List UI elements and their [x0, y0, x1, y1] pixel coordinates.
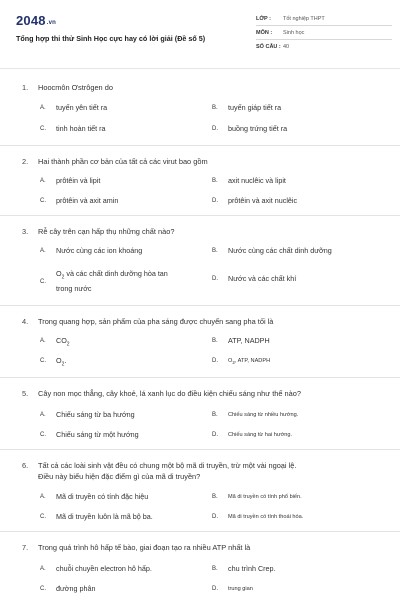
question-number: 5. [22, 389, 29, 398]
option-text: Nước cùng các chất dinh dưỡng [228, 246, 332, 255]
question-stem [22, 156, 208, 167]
document-title: Tổng hợp thi thử Sinh Học cực hay có lời giải (Đề số 5) [16, 34, 206, 43]
question-text: Hoocmôn Ơstrôgen do [38, 83, 113, 92]
option-text: Mã di truyền có tính thoái hóa. [228, 514, 304, 520]
formula-symbol: O [56, 269, 62, 278]
option-letter: C. [40, 514, 46, 520]
question-number: 3. [22, 227, 29, 236]
option-d[interactable] [212, 356, 270, 368]
option-text: Nước và các chất khí [228, 274, 297, 283]
question-text: Hai thành phần cơ bản của tất cả các virut bao gồm [38, 157, 208, 166]
question-text: Rễ cây trên cạn hấp thụ những chất nào? [38, 227, 175, 236]
option-text: trung gian [228, 586, 253, 592]
option-letter: A. [40, 178, 46, 184]
option-a[interactable] [40, 564, 152, 574]
option-letter: A. [40, 412, 46, 418]
option-letter: D. [212, 432, 218, 438]
option-d[interactable] [212, 196, 297, 206]
question-stem [22, 542, 250, 553]
meta-label: MÔN : [256, 29, 273, 36]
option-letter: C. [40, 278, 46, 285]
option-letter: B. [212, 412, 218, 418]
logo-tld: .vn [46, 20, 57, 26]
option-b[interactable] [212, 336, 270, 346]
option-letter: D. [212, 514, 218, 520]
option-text: prôtêin và lipit [56, 176, 101, 185]
option-letter: D. [212, 198, 218, 204]
option-text: ATP, NADPH [228, 336, 270, 345]
option-text: tuyến yên tiết ra [56, 103, 108, 112]
option-text: Chiếu sáng từ nhiều hướng. [228, 412, 299, 418]
meta-value: Tốt nghiệp THPT [283, 15, 325, 22]
question-stem [22, 82, 113, 93]
formula-subscript: 2 [232, 360, 235, 366]
option-letter: B. [212, 105, 218, 111]
option-letter: C. [40, 358, 46, 364]
option-text: Mã di truyền luôn là mã bộ ba. [56, 512, 153, 521]
option-text: Nước cùng các ion khoáng [56, 246, 143, 255]
question-list [0, 70, 400, 600]
logo-text: 2048 [16, 13, 46, 28]
option-b[interactable] [212, 564, 276, 574]
question-5 [0, 378, 400, 450]
option-text [56, 356, 66, 369]
question-text: Cây non mọc thẳng, cây khoẻ, lá xanh lục do điều kiện chiếu sáng như thế nào? [38, 389, 301, 398]
option-a[interactable] [40, 103, 107, 113]
option-c[interactable] [40, 356, 66, 369]
option-letter: C. [40, 586, 46, 592]
option-letter: A. [40, 566, 46, 572]
site-logo[interactable] [16, 13, 56, 28]
option-letter: B. [212, 494, 218, 500]
document-header [0, 0, 400, 64]
meta-row-count [256, 40, 392, 54]
option-c[interactable] [40, 196, 118, 206]
question-text-line2: Điều này biểu hiện đặc điểm gì của mã di truyền? [38, 472, 201, 481]
option-d[interactable] [212, 274, 296, 284]
option-letter: A. [40, 338, 46, 344]
formula-subscript: 2 [61, 361, 65, 368]
option-d[interactable] [212, 512, 303, 522]
option-d[interactable] [212, 124, 287, 134]
option-text: Chiếu sáng từ ba hướng [56, 410, 135, 419]
option-letter: C. [40, 126, 46, 132]
question-text: Trong quá trình hô hấp tế bào, giai đoạn tạo ra nhiều ATP nhất là [38, 543, 251, 552]
option-letter: B. [212, 248, 218, 254]
formula-symbol: O [56, 356, 62, 365]
option-text: Chiếu sáng từ một hướng [56, 430, 139, 439]
option-b[interactable] [212, 410, 298, 420]
header-divider [0, 68, 400, 69]
option-text: đường phân [56, 584, 96, 593]
option-text [56, 336, 70, 349]
option-letter: B. [212, 338, 218, 344]
question-4 [0, 306, 400, 378]
option-a[interactable] [40, 176, 100, 186]
meta-value: Sinh học [283, 29, 305, 36]
question-1 [0, 70, 400, 146]
option-text: Chiếu sáng từ hai hướng. [228, 432, 293, 438]
formula-symbol: CO [56, 336, 67, 345]
option-b[interactable] [212, 246, 332, 256]
option-text: tinh hoàn tiết ra [56, 124, 106, 133]
formula-subscript: 2 [61, 274, 65, 281]
question-number: 7. [22, 543, 29, 552]
question-7 [0, 532, 400, 600]
option-letter: A. [40, 105, 46, 111]
option-d[interactable] [212, 430, 292, 440]
option-letter: C. [40, 198, 46, 204]
option-text: prôtêin và axit nuclêic [228, 196, 298, 205]
question-text: Tất cả các loài sinh vật đều có chung một bộ mã di truyền, trừ một vài ngoại lệ. [38, 461, 297, 470]
document-meta [256, 12, 392, 54]
meta-row-subject [256, 26, 392, 40]
option-text: chu trình Crep. [228, 564, 276, 573]
option-c[interactable] [40, 584, 96, 594]
question-number: 2. [22, 157, 29, 166]
option-letter: D. [212, 126, 218, 132]
meta-label: SỐ CÂU : [256, 44, 281, 50]
option-a[interactable] [40, 410, 135, 420]
formula-symbol: O [228, 358, 233, 364]
question-number: 6. [22, 461, 29, 470]
option-text: Mã di truyền có tính đặc hiệu [56, 492, 149, 501]
formula-suffix: , ATP, NADPH [234, 358, 271, 364]
option-b[interactable] [212, 492, 302, 502]
option-letter: B. [212, 178, 218, 184]
question-stem [22, 460, 296, 482]
meta-row-class [256, 12, 392, 26]
option-letter: B. [212, 566, 218, 572]
option-text: prôtêin và axit amin [56, 196, 119, 205]
question-6 [0, 450, 400, 532]
meta-label: LỚP : [256, 15, 271, 22]
option-a[interactable] [40, 336, 70, 349]
option-text: buồng trứng tiết ra [228, 124, 288, 133]
question-number: 4. [22, 317, 29, 326]
option-b[interactable] [212, 103, 281, 113]
question-stem [22, 226, 174, 237]
option-letter: D. [212, 276, 218, 282]
option-a[interactable] [40, 492, 148, 502]
meta-value: 40 [283, 44, 290, 50]
option-letter: C. [40, 432, 46, 438]
question-stem [22, 388, 301, 399]
option-b[interactable] [212, 176, 286, 186]
option-text [228, 356, 270, 368]
option-d[interactable] [212, 584, 253, 594]
option-c[interactable] [40, 124, 106, 134]
question-stem [22, 316, 273, 327]
question-3 [0, 216, 400, 306]
formula-subscript: 2 [66, 341, 70, 348]
option-letter: D. [212, 586, 218, 592]
option-letter: D. [212, 358, 218, 364]
option-c[interactable] [40, 268, 168, 295]
option-letter: A. [40, 494, 46, 500]
option-c[interactable] [40, 430, 139, 440]
question-number: 1. [22, 83, 29, 92]
question-text: Trong quang hợp, sản phẩm của pha sáng được chuyển sang pha tối là [38, 317, 274, 326]
option-a[interactable] [40, 246, 142, 256]
option-text: axit nuclêic và lipit [228, 176, 286, 185]
formula-suffix: . [64, 356, 67, 365]
option-text: Mã di truyền có tính phổ biến. [228, 494, 302, 500]
option-text-line2: trong nước [56, 284, 92, 294]
question-2 [0, 146, 400, 216]
option-letter: A. [40, 248, 46, 254]
option-text: tuyến giáp tiết ra [228, 103, 282, 112]
option-text [56, 268, 168, 295]
option-c[interactable] [40, 512, 153, 522]
option-text: chuỗi chuyền electron hô hấp. [56, 564, 152, 573]
option-text-line1: và các chất dinh dưỡng hòa tan [64, 269, 168, 278]
